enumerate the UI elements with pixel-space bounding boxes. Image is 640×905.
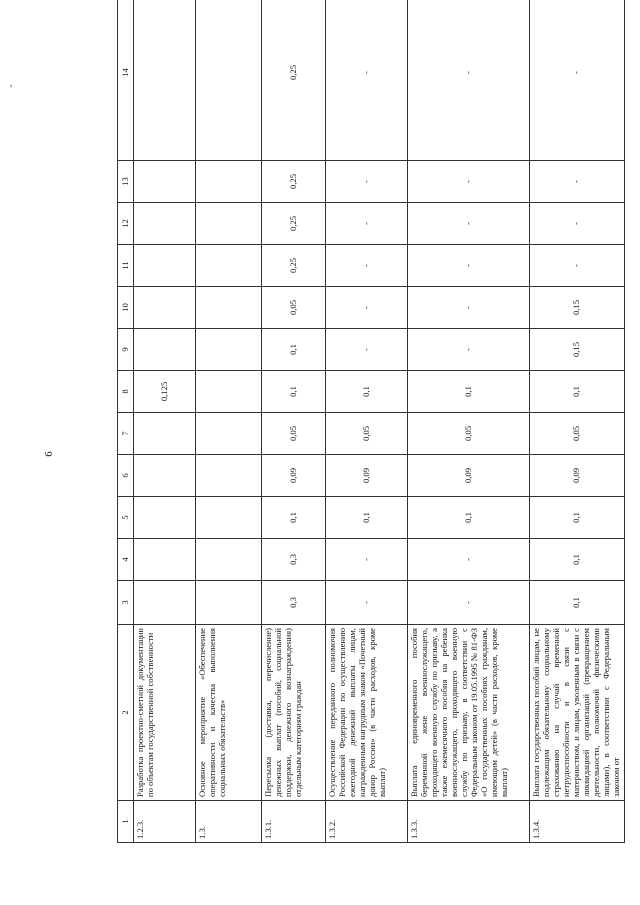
value-cell: - bbox=[408, 245, 530, 287]
value-cell: 0,09 bbox=[408, 455, 530, 497]
value-cell bbox=[196, 329, 262, 371]
value-cell: 0,15 bbox=[530, 329, 625, 371]
row-description: Пересылка (доставка, перечисление) денежных выплат (пособий, социальной поддержки, денежного вознаграждения) отдельным категориям граждан bbox=[262, 625, 326, 801]
value-cell: 0,15 bbox=[530, 287, 625, 329]
value-cell: - bbox=[326, 203, 408, 245]
value-cell: - bbox=[326, 245, 408, 287]
value-cell bbox=[196, 0, 262, 161]
row-number: 1.3.3. bbox=[408, 801, 530, 843]
value-cell bbox=[134, 287, 196, 329]
value-cell: 0,1 bbox=[530, 539, 625, 581]
value-cell: 0,3 bbox=[262, 539, 326, 581]
column-header: 14 bbox=[118, 0, 134, 161]
value-cell bbox=[196, 371, 262, 413]
value-cell bbox=[196, 161, 262, 203]
column-header: 3 bbox=[118, 581, 134, 625]
column-header: 1 bbox=[118, 801, 134, 843]
column-header: 13 bbox=[118, 161, 134, 203]
value-cell bbox=[196, 539, 262, 581]
value-cell: - bbox=[408, 329, 530, 371]
value-cell: 0,1 bbox=[530, 371, 625, 413]
table-row bbox=[134, 0, 196, 843]
value-cell: - bbox=[530, 161, 625, 203]
value-cell: - bbox=[408, 581, 530, 625]
row-number: 1.3.2. bbox=[326, 801, 408, 843]
row-number: 1.3.4. bbox=[530, 801, 625, 843]
value-cell bbox=[196, 203, 262, 245]
value-cell: 0,25 bbox=[262, 203, 326, 245]
value-cell: 0,25 bbox=[262, 245, 326, 287]
value-cell bbox=[196, 413, 262, 455]
row-number: 1.3.1. bbox=[262, 801, 326, 843]
row-number: 1.2.3. bbox=[134, 801, 196, 843]
value-cell: - bbox=[408, 161, 530, 203]
column-header: 2 bbox=[118, 625, 134, 801]
value-cell bbox=[196, 245, 262, 287]
value-cell: 0,1 bbox=[262, 371, 326, 413]
value-cell: - bbox=[408, 203, 530, 245]
value-cell bbox=[134, 539, 196, 581]
value-cell: 0,1 bbox=[530, 581, 625, 625]
value-cell bbox=[134, 161, 196, 203]
value-cell bbox=[134, 329, 196, 371]
value-cell: 0,05 bbox=[326, 413, 408, 455]
page-number: 6 bbox=[42, 451, 55, 457]
value-cell: - bbox=[326, 539, 408, 581]
column-header: 9 bbox=[118, 329, 134, 371]
column-header: 12 bbox=[118, 203, 134, 245]
value-cell: 0,125 bbox=[134, 371, 196, 413]
value-cell bbox=[196, 497, 262, 539]
row-description: Разработка проектно-сметной документации по объектам государственной собственности bbox=[134, 625, 196, 801]
column-header: 8 bbox=[118, 371, 134, 413]
data-table bbox=[117, 0, 625, 843]
value-cell: - bbox=[530, 245, 625, 287]
value-cell bbox=[134, 497, 196, 539]
value-cell: - bbox=[530, 0, 625, 161]
value-cell: 0,25 bbox=[262, 0, 326, 161]
column-header: 10 bbox=[118, 287, 134, 329]
rotated-table-container bbox=[117, 45, 621, 843]
table-row bbox=[530, 0, 625, 843]
value-cell: 0,1 bbox=[326, 497, 408, 539]
row-description: Основное мероприятие «Обеспечение оперативности и качества выполнения социальных обязательств» bbox=[196, 625, 262, 801]
value-cell: 0,1 bbox=[326, 371, 408, 413]
table-row bbox=[262, 0, 326, 843]
column-header: 11 bbox=[118, 245, 134, 287]
value-cell: 0,05 bbox=[262, 287, 326, 329]
value-cell: 0,05 bbox=[530, 413, 625, 455]
value-cell: 0,1 bbox=[408, 371, 530, 413]
table-row bbox=[196, 0, 262, 843]
value-cell bbox=[196, 455, 262, 497]
table-row bbox=[408, 0, 530, 843]
value-cell: - bbox=[408, 0, 530, 161]
value-cell: 0,1 bbox=[262, 497, 326, 539]
value-cell: - bbox=[326, 0, 408, 161]
value-cell: 0,3 bbox=[262, 581, 326, 625]
value-cell: 0,09 bbox=[262, 455, 326, 497]
row-description: Осуществление переданного полномочия Российской Федерации по осуществлению ежегодной денежной выплаты лицам, награжденным нагрудным знаком «Почетный донор России» (в части расходов, кроме выплат) bbox=[326, 625, 408, 801]
value-cell: - bbox=[530, 203, 625, 245]
value-cell: - bbox=[326, 161, 408, 203]
value-cell: - bbox=[326, 329, 408, 371]
value-cell bbox=[134, 245, 196, 287]
value-cell: - bbox=[408, 287, 530, 329]
value-cell bbox=[196, 581, 262, 625]
scan-speck: , bbox=[10, 78, 13, 88]
value-cell: - bbox=[326, 581, 408, 625]
value-cell bbox=[134, 203, 196, 245]
value-cell: 0,25 bbox=[262, 161, 326, 203]
value-cell bbox=[134, 581, 196, 625]
table-row bbox=[326, 0, 408, 843]
value-cell bbox=[134, 455, 196, 497]
row-number: 1.3. bbox=[196, 801, 262, 843]
value-cell bbox=[196, 287, 262, 329]
column-header: 4 bbox=[118, 539, 134, 581]
value-cell: 0,1 bbox=[530, 497, 625, 539]
row-description: Выплата единовременного пособия беременной жене военнослужащего, проходящего военную службу по призыву, а также ежемесячного пособия на ребенка военнослужащего, проходящего военную службу по призыву, в соответствии с Федеральным законом от 19.05.1995 № 81-ФЗ «О государственных пособиях гражданам, имеющим детей» (в части расходов, кроме выплат) bbox=[408, 625, 530, 801]
value-cell: 0,05 bbox=[408, 413, 530, 455]
header-row bbox=[118, 0, 134, 843]
value-cell: 0,09 bbox=[530, 455, 625, 497]
value-cell: 0,1 bbox=[408, 497, 530, 539]
column-header: 6 bbox=[118, 455, 134, 497]
value-cell: 0,09 bbox=[326, 455, 408, 497]
value-cell: - bbox=[326, 287, 408, 329]
row-description: Выплата государственных пособий лицам, не подлежащим обязательному социальному страхованию на случай временной нетрудоспособности и в связи с материнством, и лицам, уволенным в связи с ликвидацией организаций (прекращением деятельности, полномочий физическими лицами), в соответствии с Федеральным законом от bbox=[530, 625, 625, 801]
value-cell: 0,1 bbox=[262, 329, 326, 371]
value-cell bbox=[134, 0, 196, 161]
column-header: 5 bbox=[118, 497, 134, 539]
column-header: 7 bbox=[118, 413, 134, 455]
value-cell bbox=[134, 413, 196, 455]
value-cell: 0,05 bbox=[262, 413, 326, 455]
value-cell: - bbox=[408, 539, 530, 581]
